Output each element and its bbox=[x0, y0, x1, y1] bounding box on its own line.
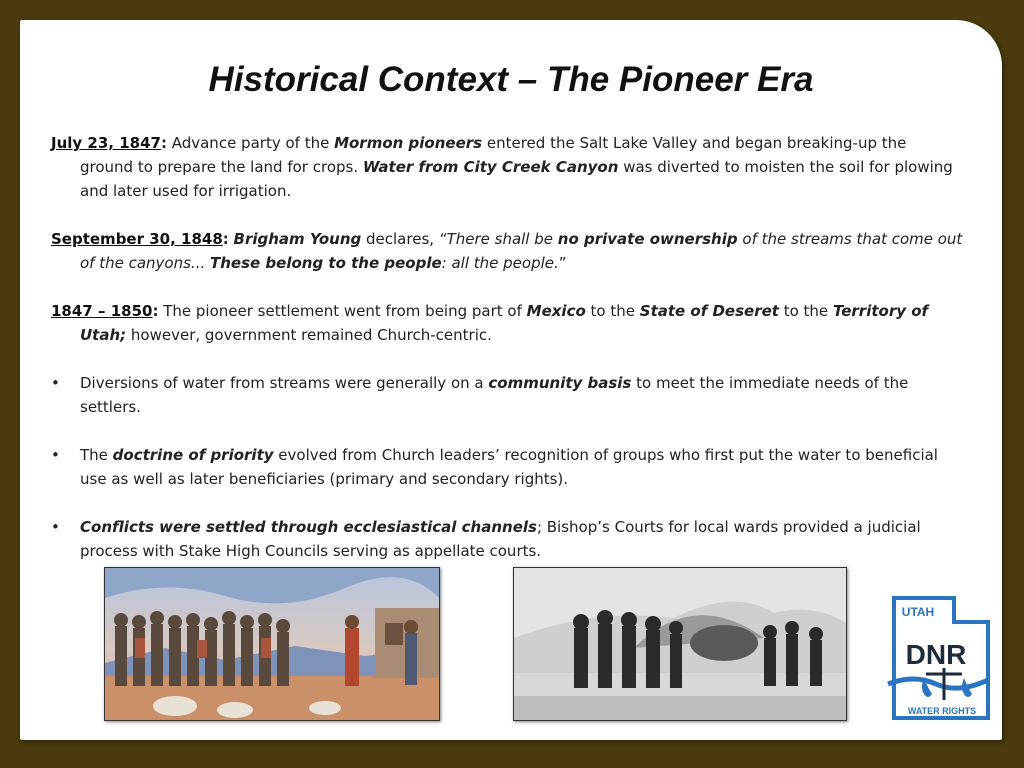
text: ; Bishop’s Courts for local wards provided a judicial process with Stake High Councils serving as appellate courts. bbox=[80, 518, 921, 560]
paragraph-1847-1850 bbox=[51, 299, 963, 347]
emphasis-mexico: Mexico bbox=[526, 302, 586, 320]
date-1848: September 30, 1848 bbox=[51, 230, 223, 248]
text: to the bbox=[585, 302, 640, 320]
emphasis-territory-of-utah: Territory of Utah; bbox=[80, 302, 929, 344]
text: to the bbox=[778, 302, 833, 320]
slide-panel bbox=[20, 20, 1002, 740]
bullet-community-basis bbox=[51, 371, 963, 419]
bullet-text bbox=[80, 515, 963, 563]
text: The bbox=[80, 446, 113, 464]
colon: : bbox=[152, 302, 159, 320]
colon: : bbox=[160, 134, 167, 152]
slide-content bbox=[51, 131, 963, 587]
text: however, government remained Church-centric. bbox=[126, 326, 492, 344]
pioneer-painting-image bbox=[104, 567, 440, 721]
paragraph-1847 bbox=[51, 131, 963, 203]
emphasis-ecclesiastical-channels: Conflicts were settled through ecclesiastical channels bbox=[80, 518, 537, 536]
text: was diverted to moisten the soil for plowing and later used for irrigation. bbox=[80, 158, 953, 200]
text: to meet the immediate needs of the settlers. bbox=[80, 374, 909, 416]
bullet-text bbox=[80, 443, 963, 491]
text: entered the Salt Lake Valley and began breaking-up the ground to prepare the land for crops. bbox=[80, 134, 907, 176]
emphasis-city-creek: Water from City Creek Canyon bbox=[362, 158, 619, 176]
bullet-doctrine-of-priority bbox=[51, 443, 963, 491]
emphasis-belong-to-people: These belong to the people bbox=[210, 254, 442, 272]
text: The pioneer settlement went from being part of bbox=[158, 302, 527, 320]
emphasis-brigham-young: Brigham Young bbox=[233, 230, 362, 248]
bullet-ecclesiastical-channels bbox=[51, 515, 963, 563]
bullet-marker: • bbox=[51, 518, 60, 536]
bullet-text bbox=[80, 371, 963, 419]
bullet-marker: • bbox=[51, 374, 60, 392]
text: Advance party of the bbox=[166, 134, 335, 152]
logo-middle-text: DNR bbox=[905, 639, 967, 670]
emphasis-state-of-deseret: State of Deseret bbox=[639, 302, 779, 320]
emphasis-mormon-pioneers: Mormon pioneers bbox=[334, 134, 483, 152]
quote-close: ” bbox=[558, 254, 567, 272]
colon: : bbox=[222, 230, 229, 248]
date-range: 1847 – 1850 bbox=[51, 302, 153, 320]
text: declares, bbox=[361, 230, 439, 248]
quote-text: of the streams that come out of the canyons... bbox=[80, 230, 963, 272]
emphasis-community-basis: community basis bbox=[488, 374, 632, 392]
pioneer-photo-image bbox=[513, 567, 847, 721]
slide-title: Historical Context – The Pioneer Era bbox=[208, 60, 814, 99]
emphasis-doctrine-of-priority: doctrine of priority bbox=[112, 446, 274, 464]
text: Diversions of water from streams were generally on a bbox=[80, 374, 489, 392]
bullet-marker: • bbox=[51, 446, 60, 464]
logo-top-text: UTAH bbox=[901, 605, 935, 619]
text: evolved from Church leaders’ recognition of groups who first put the water to beneficial use as well as later beneficiaries (primary and secondary rights). bbox=[80, 446, 938, 488]
paragraph-1848 bbox=[51, 227, 963, 275]
emphasis-no-private-ownership: no private ownership bbox=[557, 230, 738, 248]
logo-bottom-text: WATER RIGHTS bbox=[907, 706, 977, 716]
utah-dnr-water-rights-logo bbox=[884, 592, 992, 724]
date-1847: July 23, 1847 bbox=[51, 134, 161, 152]
quote-text: : all the people. bbox=[441, 254, 559, 272]
quote-text: “There shall be bbox=[438, 230, 558, 248]
